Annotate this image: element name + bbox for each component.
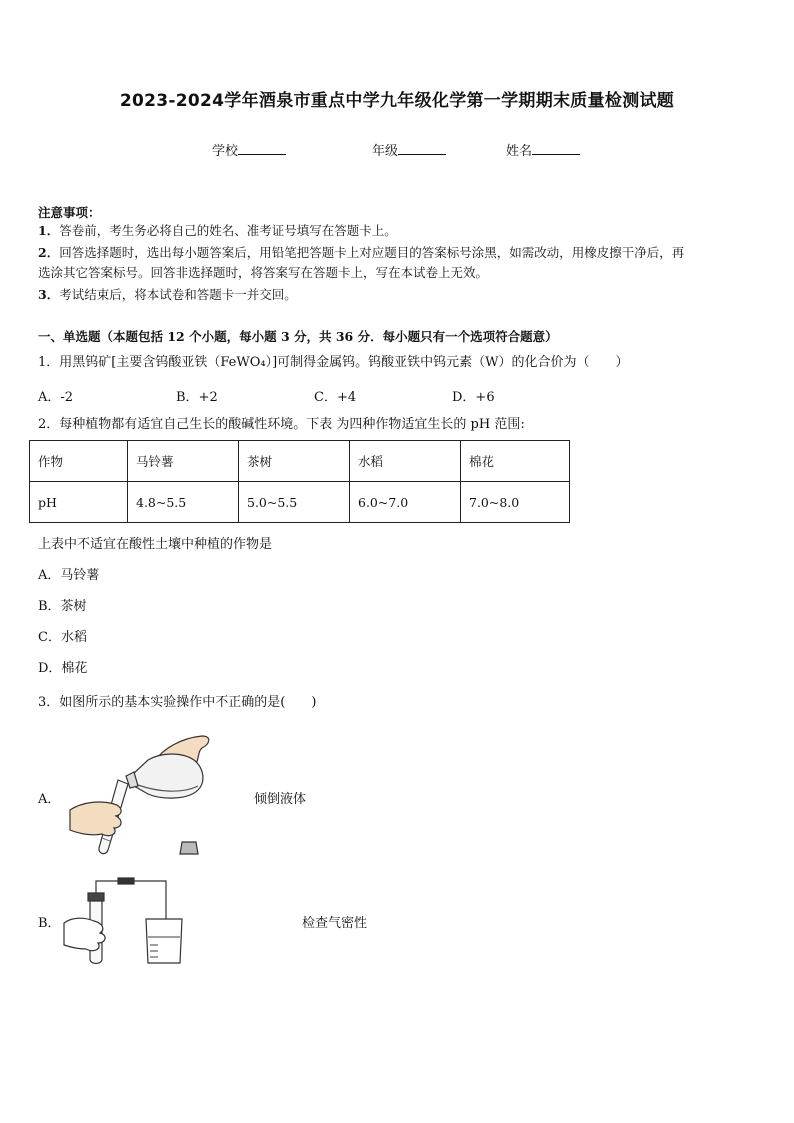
name-blank [532, 142, 580, 155]
airtightness-check-illustration [62, 875, 192, 970]
q2-question: 上表中不适宜在酸性土壤中种植的作物是 [38, 537, 273, 552]
school-field [212, 140, 286, 159]
ph-table [29, 440, 570, 523]
q1-option-a: A．-2 [38, 390, 74, 405]
q1-option-b: B．+2 [176, 390, 218, 405]
table-cell: 茶树 [239, 441, 350, 482]
q3-figure-b-caption: 检查气密性 [302, 916, 368, 931]
note-text: 答卷前，考生务必将自己的姓名、准考证号填写在答题卡上。 [59, 223, 397, 238]
note-text: 选涂其它答案标号。回答非选择题时，将答案写在答题卡上，写在本试卷上无效。 [38, 265, 489, 280]
table-row [30, 482, 570, 523]
school-blank [238, 142, 286, 155]
q2-option-c: C．水稻 [38, 630, 87, 645]
note-item [38, 284, 760, 306]
table-cell: 棉花 [461, 441, 570, 482]
note-item [38, 220, 760, 242]
question-3: 3．如图所示的基本实验操作中不正确的是( ) [38, 695, 317, 710]
q2-option-a: A．马铃薯 [38, 568, 100, 583]
grade-blank [398, 142, 446, 155]
question-2: 2．每种植物都有适宜自己生长的酸碱性环境。下表 为四种作物适宜生长的 pH 范围: [38, 417, 525, 432]
q1-option-c: C．+4 [314, 390, 357, 405]
pouring-liquid-illustration [62, 730, 222, 860]
note-number: 2． [38, 245, 60, 260]
q1-option-d: D．+6 [452, 390, 495, 405]
grade-label: 年级 [372, 144, 399, 159]
school-label: 学校 [212, 144, 239, 159]
table-cell: 作物 [30, 441, 128, 482]
note-text: 考试结束后，将本试卷和答题卡一并交回。 [59, 287, 297, 302]
q2-option-d: D．棉花 [38, 661, 88, 676]
note-number: 1． [38, 223, 60, 238]
section-heading: 一、单选题（本题包括 12 个小题，每小题 3 分，共 36 分．每小题只有一个选项符合题意） [38, 329, 558, 344]
table-cell: 马铃薯 [128, 441, 239, 482]
table-cell: 6.0~7.0 [350, 482, 461, 523]
note-item [38, 262, 760, 284]
note-item [38, 242, 760, 264]
question-1: 1．用黑钨矿[主要含钨酸亚铁（FeWO₄）]可制得金属钨。钨酸亚铁中钨元素（W）的化合价为（ ） [38, 355, 629, 370]
table-cell: 水稻 [350, 441, 461, 482]
q3-figure-a-label: A． [38, 792, 61, 807]
table-cell: 4.8~5.5 [128, 482, 239, 523]
note-text: 回答选择题时，选出每小题答案后，用铅笔把答题卡上对应题目的答案标号涂黑，如需改动，用橡皮擦干净后，再 [59, 245, 685, 260]
q3-figure-a-caption: 倾倒液体 [254, 792, 307, 807]
notes-heading: 注意事项： [38, 205, 101, 220]
table-row [30, 441, 570, 482]
note-number: 3． [38, 287, 60, 302]
table-cell: pH [30, 482, 128, 523]
table-cell: 7.0~8.0 [461, 482, 570, 523]
table-cell: 5.0~5.5 [239, 482, 350, 523]
grade-field [372, 140, 446, 159]
name-field [506, 140, 580, 159]
page-title: 2023-2024学年酒泉市重点中学九年级化学第一学期期末质量检测试题 [119, 91, 675, 111]
q3-figure-b-label: B． [38, 916, 61, 931]
q2-option-b: B．茶树 [38, 599, 87, 614]
name-label: 姓名 [506, 144, 533, 159]
